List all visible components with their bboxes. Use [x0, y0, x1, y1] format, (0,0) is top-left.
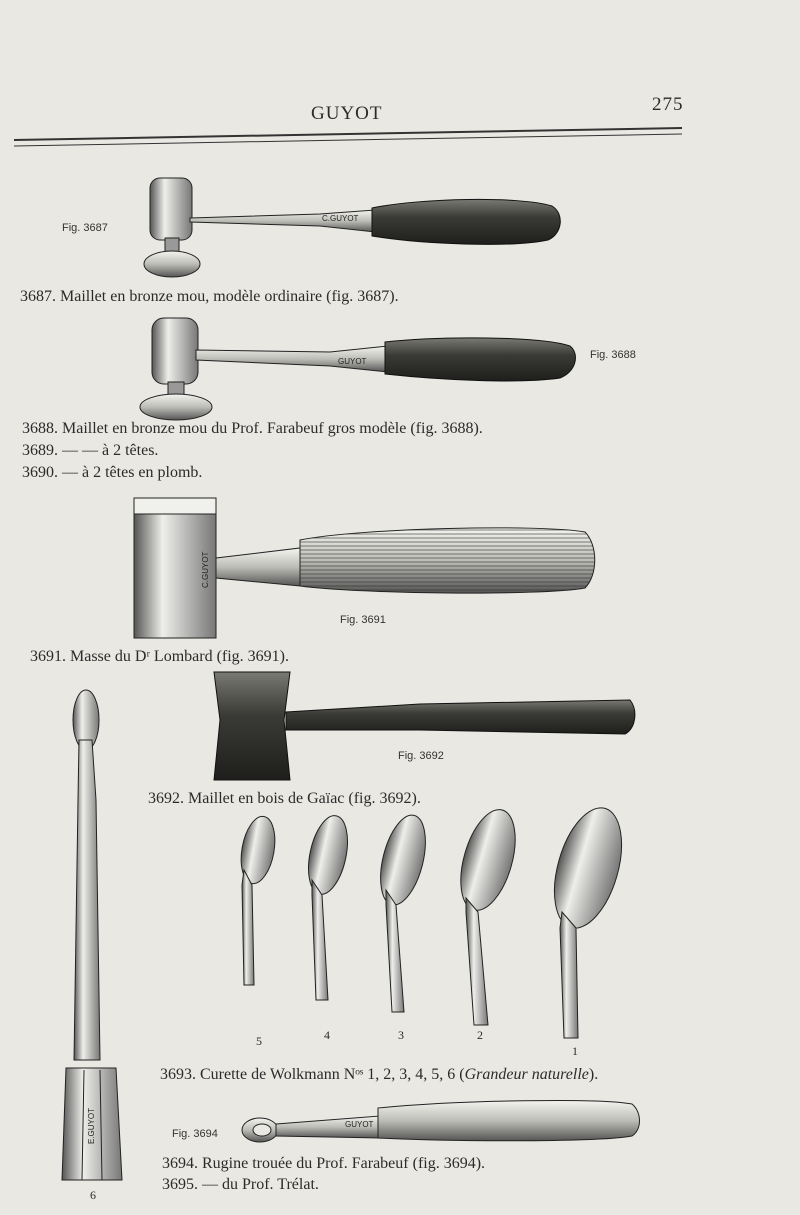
- running-head: GUYOT: [311, 103, 383, 124]
- caption-3690: 3690. — à 2 têtes en plomb.: [22, 464, 203, 481]
- curette-number-3: 3: [398, 1028, 404, 1042]
- curette-number-5: 5: [256, 1034, 262, 1048]
- caption-3693-italic: Grandeur naturelle: [464, 1066, 589, 1083]
- brand-mark-3688: GUYOT: [338, 357, 367, 366]
- caption-3689: 3689. — — à 2 têtes.: [22, 442, 159, 459]
- caption-3692: 3692. Maillet en bois de Gaïac (fig. 3692).: [148, 790, 421, 807]
- curette-6: [62, 690, 122, 1180]
- mallet-3687: [144, 178, 560, 277]
- page-number: 275: [652, 94, 684, 115]
- fig-label-3688: Fig. 3688: [590, 349, 636, 361]
- brand-mark-3694: GUYOT: [345, 1120, 374, 1129]
- fig-label-3692: Fig. 3692: [398, 750, 444, 762]
- header-rule: [14, 128, 682, 146]
- brand-mark-3687: C.GUYOT: [322, 214, 359, 223]
- caption-3694: 3694. Rugine trouée du Prof. Farabeuf (fig. 3694).: [162, 1155, 486, 1172]
- caption-3687: 3687. Maillet en bronze mou, modèle ordinaire (fig. 3687).: [20, 288, 399, 305]
- mallet-3688: [140, 318, 575, 420]
- caption-3695: 3695. — du Prof. Trélat.: [162, 1176, 319, 1193]
- caption-3693-text: 3693. Curette de Wolkmann Nᵒˢ 1, 2, 3, 4, 5, 6 (: [160, 1066, 465, 1083]
- caption-3691: 3691. Masse du Dʳ Lombard (fig. 3691).: [30, 648, 289, 665]
- caption-3693-end: ).: [588, 1066, 599, 1083]
- rugine-3694: [242, 1101, 640, 1142]
- fig-label-3687: Fig. 3687: [62, 222, 108, 234]
- caption-3693: [160, 1066, 598, 1084]
- brand-mark-3691: C.GUYOT: [201, 551, 210, 588]
- caption-3688: 3688. Maillet en bronze mou du Prof. Farabeuf gros modèle (fig. 3688).: [22, 420, 483, 437]
- brand-mark-curette-6: E.GUYOT: [87, 1107, 96, 1144]
- fig-label-3694: Fig. 3694: [172, 1128, 218, 1140]
- curette-4: [302, 812, 354, 1000]
- curette-number-1: 1: [572, 1044, 578, 1058]
- curette-3: [372, 811, 433, 1012]
- curette-2: [451, 803, 526, 1025]
- curette-5: [236, 814, 279, 985]
- curette-number-2: 2: [477, 1028, 483, 1042]
- curette-number-4: 4: [324, 1028, 330, 1042]
- curette-number-6: 6: [90, 1188, 96, 1202]
- mallet-3692: [214, 672, 635, 780]
- curette-1: [542, 800, 634, 1038]
- fig-label-3691: Fig. 3691: [340, 614, 386, 626]
